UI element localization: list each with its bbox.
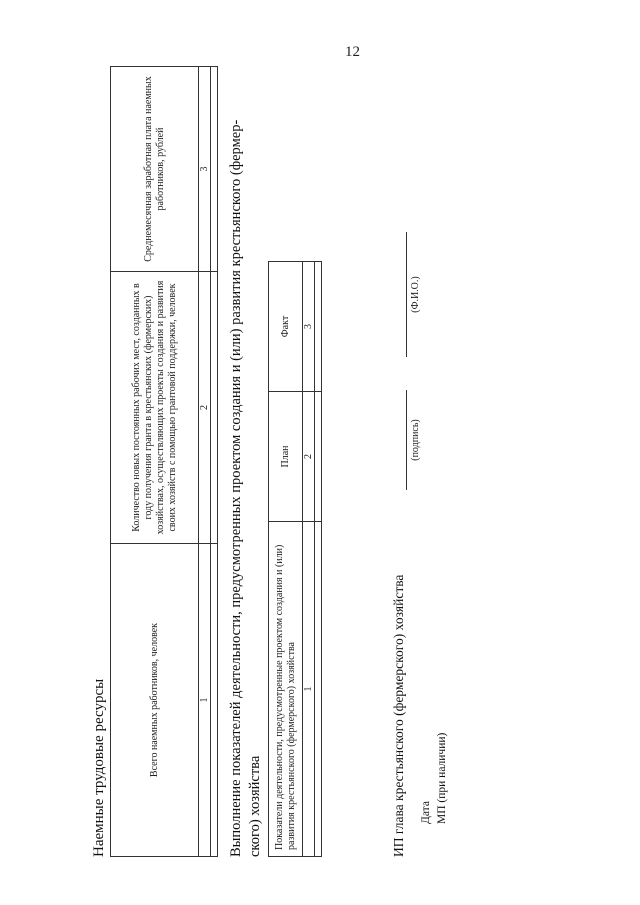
indicators-col-fact: Факт <box>269 262 303 392</box>
landscape-content <box>58 62 618 862</box>
hired-labor-cell <box>211 272 218 544</box>
hired-labor-col-avg-salary: Среднемесячная заработная плата наемных работников, рублей <box>111 67 199 272</box>
indicators-cell <box>315 522 322 857</box>
hired-labor-cell <box>211 544 218 857</box>
indicators-num-1: 1 <box>303 522 315 857</box>
date-label: Дата <box>420 801 432 824</box>
hired-labor-table <box>110 66 218 857</box>
indicators-col-indicator: Показатели деятельности, предусмотренные проектом создания и (или) развития крестьянского (фермерского) хозяйства <box>269 522 303 857</box>
hired-labor-heading: Наемные трудовые ресурсы <box>91 678 107 857</box>
indicators-table <box>268 261 322 857</box>
hired-labor-cell <box>211 67 218 272</box>
indicators-col-plan: План <box>269 392 303 522</box>
signature-caption: (подпись) <box>410 419 421 461</box>
page-number: 12 <box>345 44 360 60</box>
name-line <box>406 232 407 357</box>
hired-labor-col-new-jobs: Количество новых постоянных рабочих мест, созданных в году получения гранта в крестьянских (фермерских) хозяйствах, осуществляющих проекты создания и развития своих хозяйств с помощью грантовой поддержки, человек <box>111 272 199 544</box>
hired-labor-num-1: 1 <box>199 544 211 857</box>
stamp-label: МП (при наличии) <box>436 732 448 824</box>
head-of-farm-label: ИП глава крестьянского (фермерского) хозяйства <box>391 574 406 857</box>
signature-line <box>406 390 407 490</box>
indicators-heading-line1: Выполнение показателей деятельности, предусмотренных проектом создания и (или) развития крестьянского (фермер- <box>228 119 244 857</box>
indicators-num-3: 3 <box>303 262 315 392</box>
indicators-cell <box>315 262 322 392</box>
hired-labor-num-3: 3 <box>199 67 211 272</box>
hired-labor-col-total: Всего наемных работников, человек <box>111 544 199 857</box>
hired-labor-num-2: 2 <box>199 272 211 544</box>
indicators-num-2: 2 <box>303 392 315 522</box>
name-caption: (Ф.И.О.) <box>410 276 421 313</box>
indicators-heading-line2: ского) хозяйства <box>247 755 263 857</box>
indicators-cell <box>315 392 322 522</box>
